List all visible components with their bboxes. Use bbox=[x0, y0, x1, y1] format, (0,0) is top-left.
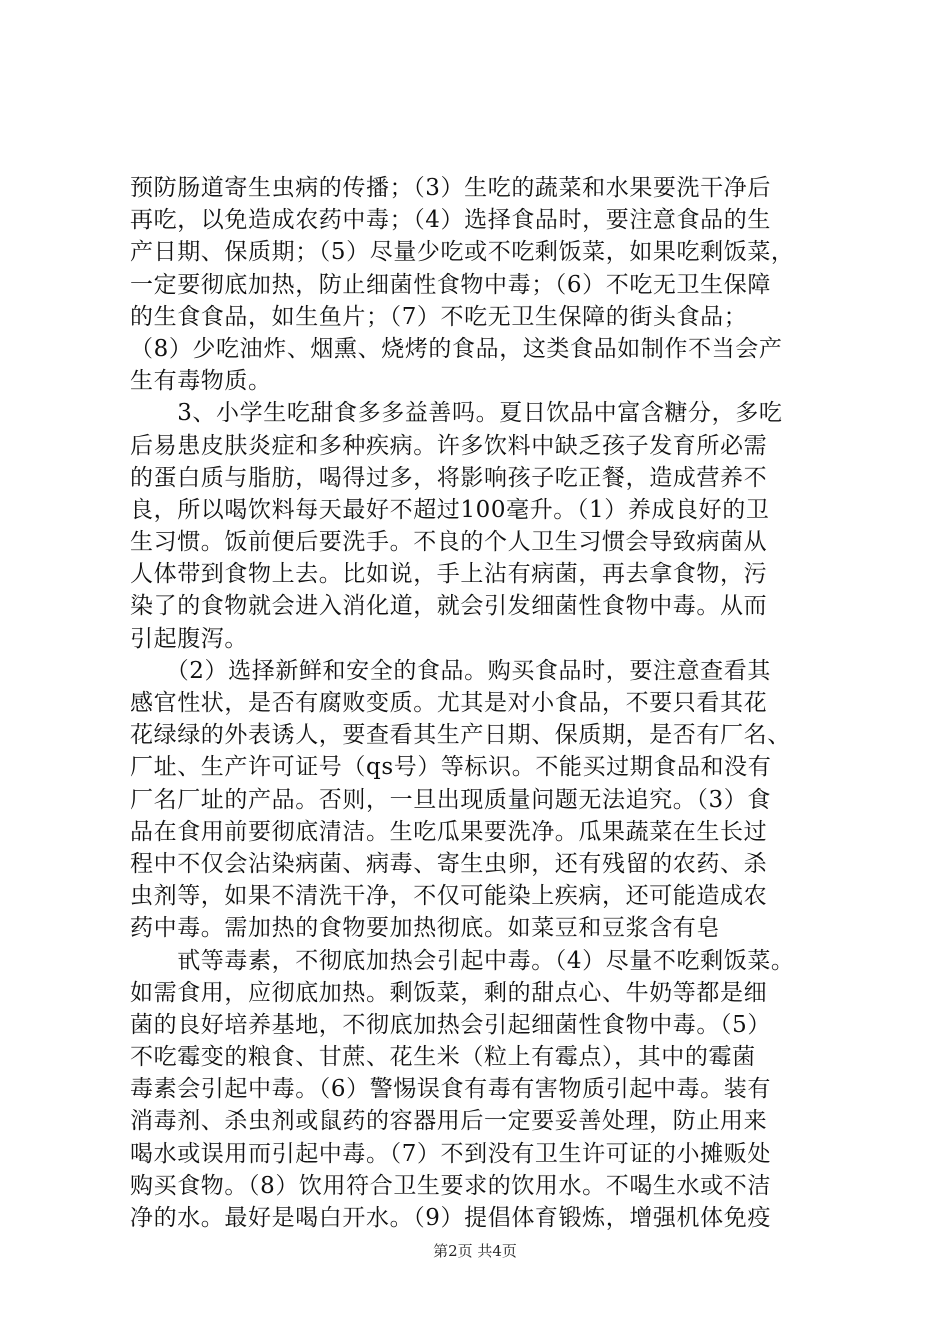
page-footer: 第2页 共4页 bbox=[433, 1242, 517, 1260]
text-line: 人体带到食物上去。比如说，手上沾有病菌，再去拿食物，污 bbox=[130, 561, 768, 588]
text-line: 生习惯。饭前便后要洗手。不良的个人卫生习惯会导致病菌从 bbox=[130, 529, 768, 556]
text-line: 厂名厂址的产品。否则，一旦出现质量问题无法追究。（3）食 bbox=[130, 786, 771, 813]
text-line: 产日期、保质期；（5）尽量少吃或不吃剩饭菜，如果吃剩饭菜， bbox=[130, 239, 795, 266]
text-line: 一定要彻底加热，防止细菌性食物中毒；（6）不吃无卫生保障 bbox=[130, 271, 771, 298]
text-line: 菌的良好培养基地，不彻底加热会引起细菌性食物中毒。（5） bbox=[130, 1011, 771, 1038]
text-line: 感官性状，是否有腐败变质。尤其是对小食品，不要只看其花 bbox=[130, 690, 768, 716]
text-line: 后易患皮肤炎症和多种疾病。许多饮料中缺乏孩子发育所必需 bbox=[130, 432, 768, 459]
text-line: 购买食物。（8）饮用符合卫生要求的饮用水。不喝生水或不洁 bbox=[130, 1172, 771, 1199]
text-line: （8）少吃油炸、烟熏、烧烤的食品，这类食品如制作不当会产 bbox=[130, 335, 783, 362]
text-line: 再吃，以免造成农药中毒；（4）选择食品时，要注意食品的生 bbox=[130, 207, 771, 234]
text-line: 生有毒物质。 bbox=[130, 368, 272, 395]
text-line: 厂址、生产许可证号（qs号）等标识。不能买过期食品和没有 bbox=[130, 754, 772, 781]
text-line: 预防肠道寄生虫病的传播；（3）生吃的蔬菜和水果要洗干净后 bbox=[130, 175, 771, 201]
text-line: 程中不仅会沾染病菌、病毒、寄生虫卵，还有残留的农药、杀 bbox=[130, 850, 768, 877]
text-line: 的生食食品，如生鱼片；（7）不吃无卫生保障的街头食品； bbox=[130, 303, 748, 330]
document-body bbox=[130, 172, 830, 1234]
text-line: 净的水。最好是喝白开水。（9）提倡体育锻炼，增强机体免疫 bbox=[130, 1205, 771, 1231]
text-line: （2）选择新鲜和安全的食品。购买食品时，要注意查看其 bbox=[130, 657, 771, 684]
text-line: 3、小学生吃甜食多多益善吗。夏日饮品中富含糖分，多吃 bbox=[130, 400, 783, 427]
text-line: 药中毒。需加热的食物要加热彻底。如菜豆和豆浆含有皂 bbox=[130, 915, 720, 942]
text-line: 引起腹泻。 bbox=[130, 625, 248, 652]
text-line: 虫剂等，如果不清洗干净，不仅可能染上疾病，还可能造成农 bbox=[130, 883, 768, 910]
text-line: 毒素会引起中毒。（6）警惕误食有毒有害物质引起中毒。装有 bbox=[130, 1076, 771, 1103]
text-line: 不吃霉变的粮食、甘蔗、花生米（粒上有霉点），其中的霉菌 bbox=[130, 1044, 756, 1071]
text-line: 染了的食物就会进入消化道，就会引发细菌性食物中毒。从而 bbox=[130, 593, 768, 620]
text-line: 如需食用，应彻底加热。剩饭菜，剩的甜点心、牛奶等都是细 bbox=[130, 979, 768, 1006]
text-line: 的蛋白质与脂肪，喝得过多，将影响孩子吃正餐，造成营养不 bbox=[130, 464, 768, 491]
text-line: 消毒剂、杀虫剂或鼠药的容器用后一定要妥善处理，防止用来 bbox=[130, 1108, 768, 1135]
text-line: 良，所以喝饮料每天最好不超过100毫升。（1）养成良好的卫 bbox=[130, 496, 770, 523]
text-line: 甙等毒素，不彻底加热会引起中毒。（4）尽量不吃剩饭菜。 bbox=[130, 947, 795, 974]
text-line: 品在食用前要彻底清洁。生吃瓜果要洗净。瓜果蔬菜在生长过 bbox=[130, 818, 768, 845]
text-line: 喝水或误用而引起中毒。（7）不到没有卫生许可证的小摊贩处 bbox=[130, 1140, 771, 1167]
text-line: 花绿绿的外表诱人，要查看其生产日期、保质期，是否有厂名、 bbox=[130, 722, 791, 749]
